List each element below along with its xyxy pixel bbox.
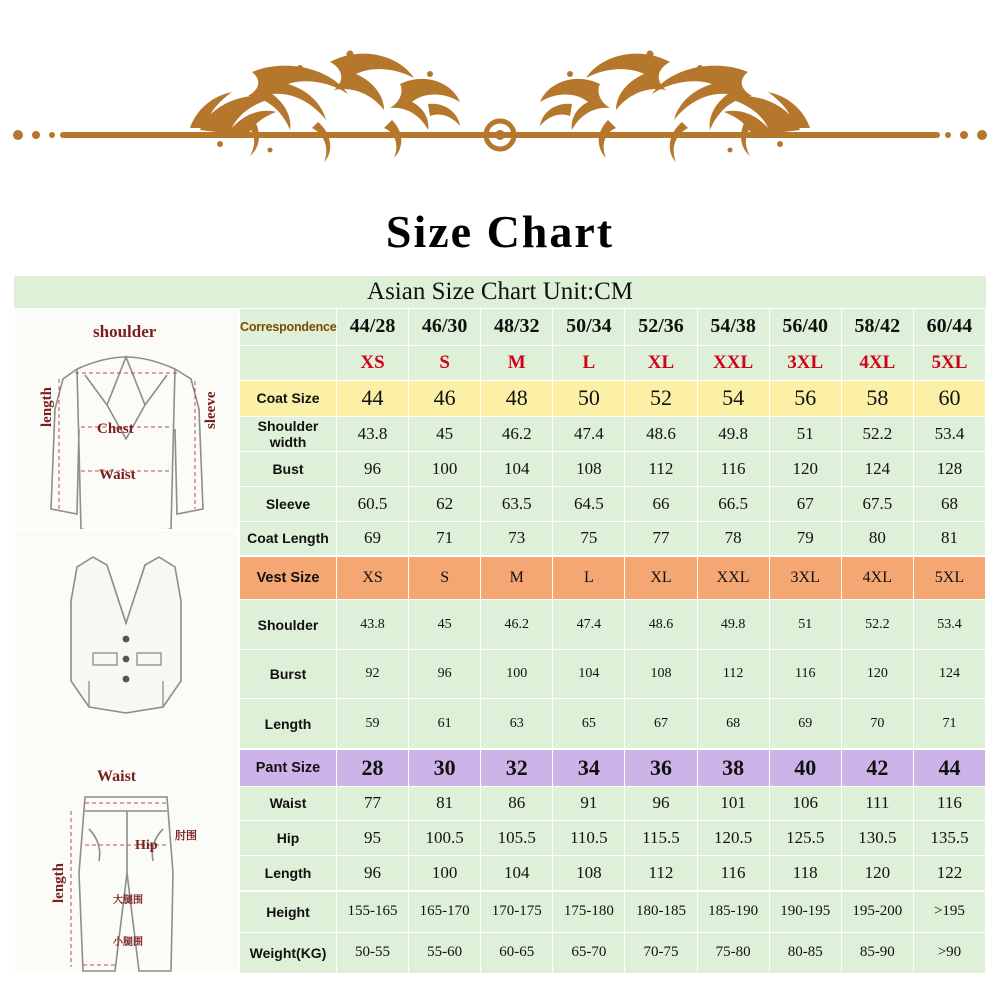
cell: 100 [481,649,553,698]
cell: 66 [625,486,697,521]
cell: 108 [553,452,625,487]
cell: 53.4 [913,600,985,649]
cell: 51 [769,600,841,649]
row-label: Length [240,699,337,749]
cell: 5XL [913,556,985,600]
row-label: Coat Length [240,521,337,556]
cell: 124 [841,452,913,487]
cell: 62 [409,486,481,521]
cell: 52.2 [841,600,913,649]
cell: 120 [841,649,913,698]
table-row [240,856,986,891]
cell: 116 [697,452,769,487]
cell: 61 [409,699,481,749]
cell: 104 [481,856,553,891]
cell: 96 [625,786,697,821]
cell: 48/32 [481,309,553,346]
cell: 52 [625,380,697,417]
cell: 67.5 [841,486,913,521]
cell: 28 [337,749,409,786]
cell: 81 [409,786,481,821]
cell: 155-165 [337,891,409,933]
cell: 50 [553,380,625,417]
cell: M [481,556,553,600]
size-chart-table-wrap [14,308,986,996]
table-row [240,749,986,786]
table-row [240,452,986,487]
cell: 71 [913,699,985,749]
svg-text:Hip: Hip [135,838,158,853]
cell: 5XL [913,345,985,380]
cell: 52/36 [625,309,697,346]
garment-illustrations [14,308,239,996]
cell: 115.5 [625,821,697,856]
svg-text:Chest: Chest [97,421,134,437]
row-label: Hip [240,821,337,856]
cell: 67 [769,486,841,521]
page-title: Size Chart [385,206,615,257]
cell: 112 [625,856,697,891]
cell: 85-90 [841,932,913,973]
cell: 53.4 [913,417,985,452]
table-row [240,309,986,346]
cell: XXL [697,556,769,600]
table-row [240,891,986,933]
cell: 44 [913,749,985,786]
cell: 108 [553,856,625,891]
svg-text:Waist: Waist [99,467,136,483]
table-row [240,932,986,973]
row-label: Vest Size [240,556,337,600]
cell: 58 [841,380,913,417]
cell: 112 [625,452,697,487]
floral-ornament-icon [0,10,1000,170]
cell: 96 [337,856,409,891]
cell: 67 [625,699,697,749]
cell: 60-65 [481,932,553,973]
cell: 75 [553,521,625,556]
cell: 47.4 [553,417,625,452]
cell: 106 [769,786,841,821]
cell: M [481,345,553,380]
cell: 63 [481,699,553,749]
cell: 111 [841,786,913,821]
cell: 49.8 [697,600,769,649]
cell: 45 [409,417,481,452]
coat-diagram-cell [14,308,239,530]
row-label: Burst [240,649,337,698]
cell: XS [337,556,409,600]
row-label: Length [240,856,337,891]
cell: 46.2 [481,417,553,452]
cell: 165-170 [409,891,481,933]
cell: 92 [337,649,409,698]
cell: 175-180 [553,891,625,933]
table-row [240,417,986,452]
cell: 116 [769,649,841,698]
cell: 54/38 [697,309,769,346]
cell: 42 [841,749,913,786]
subtitle-bar [14,276,986,308]
table-row [240,486,986,521]
table-row [240,600,986,649]
cell: 3XL [769,345,841,380]
svg-text:sleeve: sleeve [203,391,219,429]
cell: 46 [409,380,481,417]
cell: >195 [913,891,985,933]
cell: 104 [481,452,553,487]
cell: 3XL [769,556,841,600]
table-row [240,699,986,749]
cell: 71 [409,521,481,556]
cell: 110.5 [553,821,625,856]
cell: 135.5 [913,821,985,856]
row-label [240,345,337,380]
cell: 105.5 [481,821,553,856]
cell: 116 [913,786,985,821]
cell: 91 [553,786,625,821]
cell: 77 [625,521,697,556]
cell: 100 [409,452,481,487]
subtitle-unit: Unit:CM [542,278,633,305]
row-label: Correspondence [240,309,337,346]
svg-text:Waist: Waist [97,768,137,785]
cell: 55-60 [409,932,481,973]
cell: 170-175 [481,891,553,933]
cell: 122 [913,856,985,891]
cell: 125.5 [769,821,841,856]
table-row [240,345,986,380]
cell: XS [337,345,409,380]
cell: 54 [697,380,769,417]
cell: L [553,345,625,380]
cell: 68 [913,486,985,521]
cell: 63.5 [481,486,553,521]
svg-text:小腿围: 小腿围 [113,937,143,948]
cell: 75-80 [697,932,769,973]
size-chart-table [239,308,986,974]
row-label: Shoulder [240,600,337,649]
cell: 101 [697,786,769,821]
row-label: Height [240,891,337,933]
cell: >90 [913,932,985,973]
cell: XXL [697,345,769,380]
cell: 95 [337,821,409,856]
table-row [240,786,986,821]
table-row [240,649,986,698]
cell: 96 [409,649,481,698]
cell: 195-200 [841,891,913,933]
cell: 69 [769,699,841,749]
cell: 34 [553,749,625,786]
cell: 50/34 [553,309,625,346]
cell: L [553,556,625,600]
cell: 60 [913,380,985,417]
cell: 51 [769,417,841,452]
cell: 104 [553,649,625,698]
cell: 46/30 [409,309,481,346]
cell: 47.4 [553,600,625,649]
cell: XL [625,345,697,380]
cell: 70-75 [625,932,697,973]
cell: 48.6 [625,600,697,649]
cell: 69 [337,521,409,556]
cell: 112 [697,649,769,698]
svg-text:length: length [51,862,67,903]
table-row [240,380,986,417]
cell: 68 [697,699,769,749]
row-label: Shoulder width [240,417,337,452]
row-label: Bust [240,452,337,487]
cell: 96 [337,452,409,487]
cell: 48.6 [625,417,697,452]
cell: 65-70 [553,932,625,973]
row-label: Sleeve [240,486,337,521]
cell: 108 [625,649,697,698]
cell: 56 [769,380,841,417]
vest-diagram-cell [14,530,239,752]
cell: 120 [769,452,841,487]
cell: 56/40 [769,309,841,346]
table-row [240,556,986,600]
table-row [240,821,986,856]
cell: 65 [553,699,625,749]
cell: 66.5 [697,486,769,521]
cell: 81 [913,521,985,556]
cell: S [409,556,481,600]
cell: 190-195 [769,891,841,933]
cell: 45 [409,600,481,649]
cell: 60.5 [337,486,409,521]
cell: 100.5 [409,821,481,856]
cell: 43.8 [337,417,409,452]
cell: 120.5 [697,821,769,856]
row-label: Pant Size [240,749,337,786]
cell: 4XL [841,556,913,600]
cell: 59 [337,699,409,749]
cell: 128 [913,452,985,487]
svg-text:shoulder: shoulder [93,322,157,341]
row-label: Weight(KG) [240,932,337,973]
row-label: Waist [240,786,337,821]
cell: 78 [697,521,769,556]
cell: 79 [769,521,841,556]
subtitle-text: Asian Size Chart [367,278,543,305]
cell: 4XL [841,345,913,380]
cell: 44/28 [337,309,409,346]
pant-diagram-cell: Waist length Hip 肘围 大腿围 小腿围 cuff [14,752,239,974]
cell: 49.8 [697,417,769,452]
cell: 60/44 [913,309,985,346]
cell: 44 [337,380,409,417]
cell: 32 [481,749,553,786]
cell: 130.5 [841,821,913,856]
cell: 77 [337,786,409,821]
cell: 38 [697,749,769,786]
cell: 180-185 [625,891,697,933]
cell: 80 [841,521,913,556]
cell: 70 [841,699,913,749]
cell: 73 [481,521,553,556]
cell: 50-55 [337,932,409,973]
cell: 118 [769,856,841,891]
cell: 36 [625,749,697,786]
cell: 80-85 [769,932,841,973]
cell: 64.5 [553,486,625,521]
cell: 116 [697,856,769,891]
cell: 52.2 [841,417,913,452]
cell: 46.2 [481,600,553,649]
cell: XL [625,556,697,600]
cell: S [409,345,481,380]
cell: 86 [481,786,553,821]
cell: 30 [409,749,481,786]
cell: 40 [769,749,841,786]
cell: 120 [841,856,913,891]
cell: 124 [913,649,985,698]
svg-text:肘围: 肘围 [175,830,197,842]
svg-text:length: length [39,386,55,427]
cell: 58/42 [841,309,913,346]
cell: 48 [481,380,553,417]
row-label: Coat Size [240,380,337,417]
cell: 185-190 [697,891,769,933]
cell: 43.8 [337,600,409,649]
table-row [240,521,986,556]
svg-text:大腿围: 大腿围 [113,895,143,906]
cell: 100 [409,856,481,891]
